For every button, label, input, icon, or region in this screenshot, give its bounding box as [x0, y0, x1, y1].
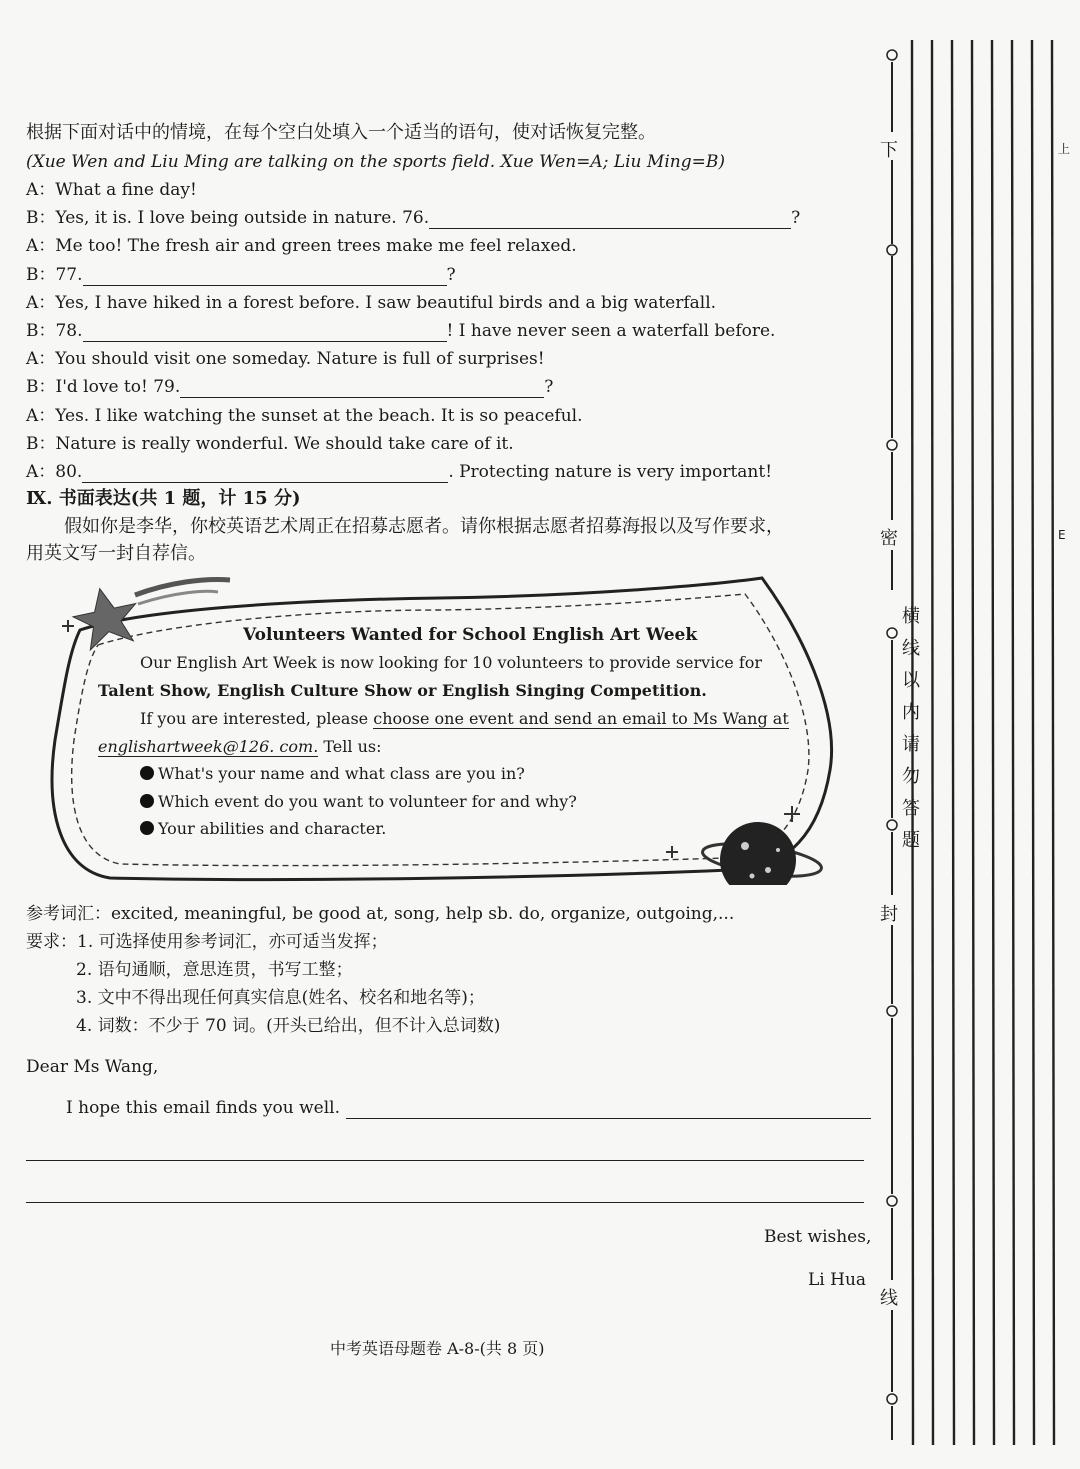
margin-label: 线 [880, 1288, 898, 1309]
margin-notice: 答 [902, 798, 920, 819]
dialogue-line-6 [26, 320, 775, 342]
answer-blank-77[interactable] [83, 267, 447, 286]
section-heading: Ⅸ. 书面表达(共 1 题，计 15 分) [26, 488, 301, 509]
poster-para-3 [98, 736, 382, 758]
margin-notice: 勿 [902, 766, 920, 787]
poster-bullet-3 [140, 818, 386, 840]
margin-notice: 题 [902, 830, 920, 851]
dialogue-line-10: B：Nature is really wonderful. We should take care of it. [26, 434, 514, 454]
margin-notice: 线 [902, 638, 920, 659]
dialogue-line-1: A：What a fine day! [26, 180, 197, 200]
dialogue-line-2 [26, 207, 800, 229]
writing-line[interactable] [346, 1100, 871, 1119]
margin-label: 下 [880, 140, 898, 161]
volunteer-poster [40, 570, 840, 885]
writing-prompt-1: 假如你是李华，你校英语艺术周正在招募志愿者。请你根据志愿者招募海报以及写作要求， [64, 516, 784, 537]
answer-blank-79[interactable] [180, 379, 544, 398]
dialogue-text: A：80. [26, 462, 83, 482]
dialogue-text: B：I'd love to! 79. [26, 377, 181, 397]
dialogue-end: ! I have never seen a waterfall before. [446, 321, 776, 341]
letter-closing: Best wishes, [764, 1227, 872, 1247]
edge-mark: E [1058, 528, 1066, 542]
dialogue-instruction: 根据下面对话中的情境，在每个空白处填入一个适当的语句，使对话恢复完整。 [26, 122, 656, 143]
writing-prompt-2: 用英文写一封自荐信。 [26, 543, 206, 564]
dialogue-text: B：78. [26, 321, 83, 341]
bullet-icon [140, 794, 154, 808]
binding-margin [860, 0, 1080, 1469]
margin-notice: 内 [902, 702, 920, 723]
bullet-text: Which event do you want to volunteer for and why? [158, 792, 577, 811]
poster-events: Talent Show, English Culture Show or English Singing Competition. [98, 681, 707, 700]
dialogue-line-4 [26, 264, 456, 286]
dialogue-line-5: A：Yes, I have hiked in a forest before. I saw beautiful birds and a big waterfall. [26, 293, 717, 313]
letter-opening [66, 1097, 871, 1119]
dialogue-end: . Protecting nature is very important! [448, 462, 773, 482]
poster-instruction: choose one event and send an email to Ms Wang at [373, 709, 789, 728]
edge-mark: 上 [1058, 142, 1071, 156]
requirement-2: 2. 语句通顺，意思连贯，书写工整； [76, 960, 353, 980]
planet-icon [701, 822, 824, 885]
bullet-text: Your abilities and character. [158, 819, 387, 838]
poster-bullet-1 [140, 763, 525, 785]
requirement-1: 要求：1. 可选择使用参考词汇，亦可适当发挥； [26, 932, 388, 952]
dialogue-end: ? [544, 377, 554, 397]
answer-blank-78[interactable] [83, 323, 447, 342]
dialogue-line-3: A：Me too! The fresh air and green trees make me feel relaxed. [26, 236, 577, 256]
dialogue-line-8 [26, 376, 553, 398]
requirement-3: 3. 文中不得出现任何真实信息(姓名、校名和地名等)； [76, 988, 485, 1008]
margin-notice: 请 [902, 734, 920, 755]
margin-notice: 以 [902, 670, 920, 691]
dialogue-end: ? [791, 208, 801, 228]
writing-line[interactable] [26, 1202, 864, 1203]
bullet-text: What's your name and what class are you in? [158, 764, 525, 783]
dialogue-line-11 [26, 461, 772, 483]
letter-opening-text: I hope this email finds you well. [66, 1098, 340, 1118]
poster-para-2 [140, 708, 789, 730]
poster-title: Volunteers Wanted for School English Art Week [243, 625, 698, 645]
poster-text: If you are interested, please [140, 709, 374, 728]
poster-email[interactable]: englishartweek@126. com. [98, 737, 319, 756]
dialogue-end: ? [446, 265, 456, 285]
requirement-4: 4. 词数：不少于 70 词。(开头已给出，但不计入总词数) [76, 1016, 501, 1036]
dialogue-line-9: A：Yes. I like watching the sunset at the beach. It is so peaceful. [26, 406, 583, 426]
dialogue-text: B：77. [26, 265, 83, 285]
bullet-icon [140, 766, 154, 780]
margin-label: 密 [880, 528, 898, 549]
answer-blank-80[interactable] [82, 464, 448, 483]
poster-para-1: Our English Art Week is now looking for 10 volunteers to provide service for [140, 653, 763, 672]
answer-blank-76[interactable] [429, 210, 791, 229]
writing-line[interactable] [26, 1160, 864, 1161]
bullet-icon [140, 821, 154, 835]
margin-label: 封 [880, 904, 898, 925]
letter-signature: Li Hua [808, 1270, 867, 1290]
page-footer: 中考英语母题卷 A-8-(共 8 页) [330, 1339, 545, 1358]
letter-greeting: Dear Ms Wang, [26, 1057, 159, 1077]
dialogue-text: B：Yes, it is. I love being outside in nature. 76. [26, 208, 430, 228]
margin-notice: 横 [902, 606, 920, 627]
poster-bullet-2 [140, 791, 577, 813]
dialogue-context: (Xue Wen and Liu Ming are talking on the sports field. Xue Wen=A; Liu Ming=B) [26, 152, 725, 172]
dialogue-line-7: A：You should visit one someday. Nature is full of surprises! [26, 349, 545, 369]
poster-text: Tell us: [318, 737, 382, 756]
reference-words: 参考词汇：excited, meaningful, be good at, song, help sb. do, organize, outgoing,... [26, 904, 735, 924]
